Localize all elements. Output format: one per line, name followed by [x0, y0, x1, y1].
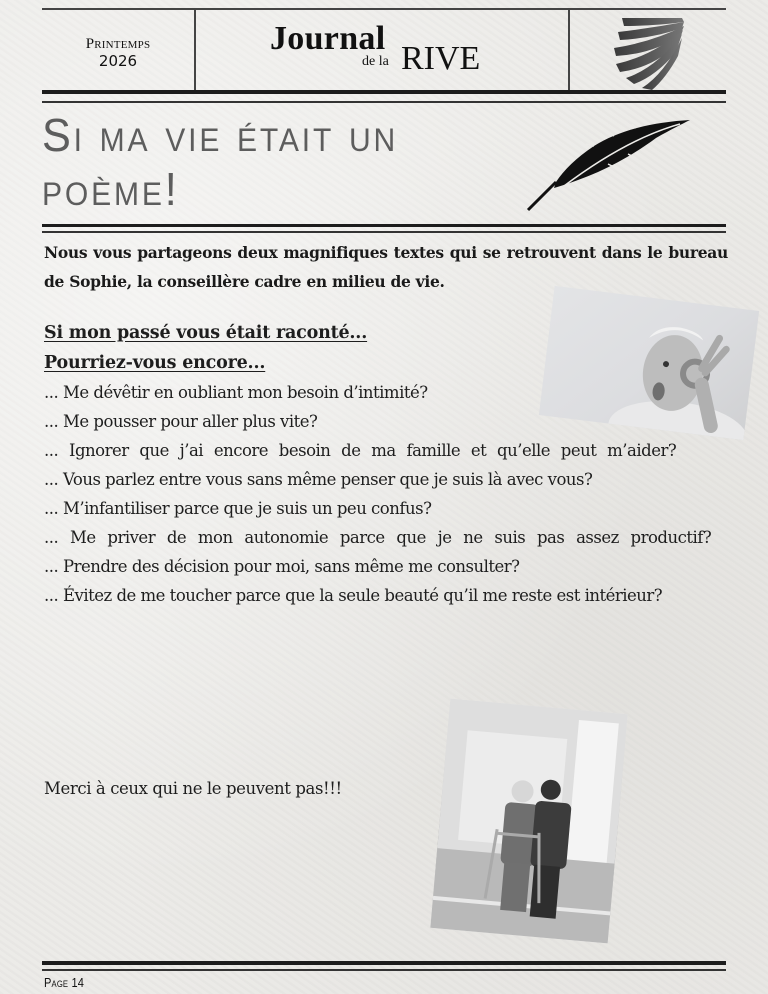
season-label: Printemps [85, 36, 151, 52]
footer-thin-rule [42, 969, 726, 971]
masthead-journal: Journal [270, 20, 386, 57]
poem-closing: Merci à ceux qui ne le peuvent pas!!! [44, 779, 342, 798]
page-number: Page 14 [44, 975, 85, 990]
poem-line: ... Prendre des décision pour moi, sans même me consulter? [44, 557, 520, 576]
photo-elderly-walker-caregiver [430, 699, 627, 944]
quill-feather-icon [524, 116, 692, 212]
title-bottom-thin-rule [42, 231, 726, 233]
striped-shell-logo-icon [612, 14, 688, 90]
masthead [196, 10, 568, 90]
poem [44, 318, 728, 610]
issue-season [42, 10, 194, 90]
poem-line: ... Me dévêtir en oubliant mon besoin d’intimité? [44, 383, 428, 402]
poem-line: ... Me priver de mon autonomie parce que je ne suis pas assez productif? [44, 528, 712, 547]
poem-heading-2: Pourriez-vous encore... [44, 353, 266, 373]
title-bottom-thick-rule [42, 224, 726, 227]
header-divider-right [568, 8, 570, 91]
article-title-line2: poème! [42, 163, 180, 215]
season-year: 2026 [98, 52, 138, 70]
header-bottom-thick-rule [42, 90, 726, 94]
header-bottom-thin-rule [42, 101, 726, 103]
footer-thick-rule [42, 961, 726, 965]
article-title [42, 108, 531, 216]
poem-line: ... Vous parlez entre vous sans même penser que je suis là avec vous? [44, 470, 593, 489]
poem-line: ... M’infantiliser parce que je suis un peu confus? [44, 499, 432, 518]
article-intro: Nous vous partageons deux magnifiques textes qui se retrouvent dans le bureau de Sophie, la conseillère cadre en milieu de vie. [44, 243, 728, 291]
poem-line: ... Évitez de me toucher parce que la seule beauté qu’il me reste est intérieur? [44, 586, 663, 605]
poem-line: ... Me pousser pour aller plus vite? [44, 412, 318, 431]
masthead-de-la: de la [362, 54, 389, 69]
poem-heading-1: Si mon passé vous était raconté... [44, 323, 368, 343]
article-title-line1: Si ma vie était un [42, 109, 399, 161]
masthead-rive: RIVE [401, 40, 481, 77]
poem-line: ... Ignorer que j’ai encore besoin de ma famille et qu’elle peut m’aider? [44, 441, 677, 460]
